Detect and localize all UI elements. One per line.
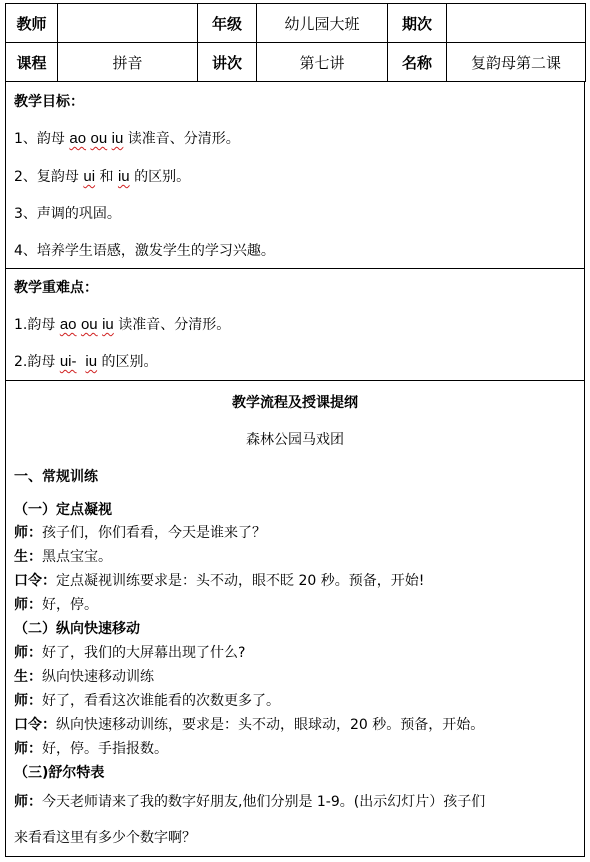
goal-2-mid: 和 bbox=[95, 169, 118, 185]
subsection-heading-1: （一）定点凝视 bbox=[14, 502, 112, 518]
goals-title: 教学目标： bbox=[14, 94, 84, 110]
pinyin-iu: iu bbox=[85, 353, 98, 370]
keypoint-1 bbox=[14, 314, 230, 334]
keypoint-1-suffix: 读准音、分清形。 bbox=[113, 317, 231, 333]
pinyin-ou: ou bbox=[80, 316, 98, 333]
keypoint-2-prefix: 2.韵母 bbox=[14, 354, 60, 370]
speaker-label: 师： bbox=[14, 597, 42, 613]
keypoints-title: 教学重难点： bbox=[14, 280, 98, 296]
goal-2 bbox=[14, 166, 190, 186]
dialogue-line bbox=[14, 546, 112, 566]
dialogue-text: 好，停。手指报数。 bbox=[42, 741, 168, 757]
teaching-goals-section bbox=[5, 82, 585, 269]
keypoint-2-suffix: 的区别。 bbox=[97, 354, 158, 370]
dialogue-text: 孩子们，你们看看，今天是谁来了？ bbox=[42, 525, 266, 541]
name-label: 名称 bbox=[388, 43, 447, 82]
dialogue-line bbox=[14, 690, 280, 710]
goal-1-prefix: 1、韵母 bbox=[14, 131, 70, 147]
flow-title: 教学流程及授课提纲 bbox=[232, 395, 358, 411]
teacher-label: 教师 bbox=[6, 4, 58, 43]
speaker-label: 口令： bbox=[14, 573, 56, 589]
dialogue-line bbox=[14, 594, 98, 614]
speaker-label: 师： bbox=[14, 693, 42, 709]
key-points-section bbox=[5, 269, 585, 381]
lecture-value: 第七讲 bbox=[257, 43, 388, 82]
speaker-label: 师： bbox=[14, 645, 42, 661]
dialogue-line bbox=[14, 714, 484, 734]
pinyin-ui: ui bbox=[83, 168, 96, 185]
speaker-label: 师： bbox=[14, 794, 42, 810]
pinyin-ui: ui- bbox=[59, 353, 77, 370]
dialogue-line bbox=[14, 522, 266, 542]
speaker-label: 生： bbox=[14, 549, 42, 565]
info-table bbox=[5, 3, 586, 82]
dialogue-line bbox=[14, 791, 485, 811]
course-value: 拼音 bbox=[58, 43, 198, 82]
grade-value: 幼儿园大班 bbox=[257, 4, 388, 43]
goal-1 bbox=[14, 128, 240, 148]
speaker-label: 师： bbox=[14, 741, 42, 757]
lecture-label: 讲次 bbox=[198, 43, 257, 82]
dialogue-text: 今天老师请来了我的数字好朋友,他们分别是 1-9。(出示幻灯片）孩子们 bbox=[42, 794, 486, 810]
teacher-value bbox=[58, 4, 198, 43]
goal-3: 3、声调的巩固。 bbox=[14, 206, 121, 222]
name-value: 复韵母第二课 bbox=[447, 43, 586, 82]
keypoint-2 bbox=[14, 351, 158, 371]
dialogue-line bbox=[14, 666, 154, 686]
dialogue-text: 黑点宝宝。 bbox=[42, 549, 112, 565]
dialogue-line bbox=[14, 642, 245, 662]
pinyin-ou: ou bbox=[90, 130, 108, 147]
dialogue-text: 好了，我们的大屏幕出现了什么? bbox=[42, 645, 246, 661]
period-label: 期次 bbox=[388, 4, 447, 43]
speaker-label: 口令： bbox=[14, 717, 56, 733]
pinyin-iu: iu bbox=[111, 130, 124, 147]
dialogue-text: 纵向快速移动训练，要求是：头不动，眼球动，20 秒。预备，开始。 bbox=[56, 717, 485, 733]
subsection-heading-2: （二）纵向快速移动 bbox=[14, 621, 140, 637]
pinyin-iu: iu bbox=[117, 168, 130, 185]
pinyin-ao: ao bbox=[69, 130, 87, 147]
dialogue-text: 纵向快速移动训练 bbox=[42, 669, 154, 685]
lesson-plan-sheet bbox=[5, 3, 585, 857]
dialogue-text: 定点凝视训练要求是：头不动，眼不眨 20 秒。预备，开始! bbox=[56, 573, 425, 589]
subsection-heading-3: （三)舒尔特表 bbox=[14, 765, 105, 781]
grade-label: 年级 bbox=[198, 4, 257, 43]
dialogue-line bbox=[14, 738, 168, 758]
section-heading-1: 一、常规训练 bbox=[14, 469, 98, 485]
dialogue-line bbox=[14, 570, 424, 590]
goal-2-suffix: 的区别。 bbox=[129, 169, 191, 185]
info-row-1 bbox=[6, 4, 586, 43]
info-row-2 bbox=[6, 43, 586, 82]
speaker-label: 师： bbox=[14, 525, 42, 541]
dialogue-text: 好了，看看这次谁能看的次数更多了。 bbox=[42, 693, 280, 709]
course-label: 课程 bbox=[6, 43, 58, 82]
goal-2-prefix: 2、复韵母 bbox=[14, 169, 84, 185]
pinyin-ao: ao bbox=[59, 316, 77, 333]
dialogue-line-continued: 来看看这里有多少个数字啊？ bbox=[14, 830, 196, 846]
goal-1-suffix: 读准音、分清形。 bbox=[123, 131, 240, 147]
keypoint-1-prefix: 1.韵母 bbox=[14, 317, 60, 333]
teaching-flow-section bbox=[5, 381, 585, 857]
speaker-label: 生： bbox=[14, 669, 42, 685]
goal-4: 4、培养学生语感，激发学生的学习兴趣。 bbox=[14, 243, 275, 259]
pinyin-iu: iu bbox=[102, 316, 114, 333]
dialogue-text: 好，停。 bbox=[42, 597, 98, 613]
period-value bbox=[447, 4, 586, 43]
flow-subtitle: 森林公园马戏团 bbox=[246, 432, 344, 448]
